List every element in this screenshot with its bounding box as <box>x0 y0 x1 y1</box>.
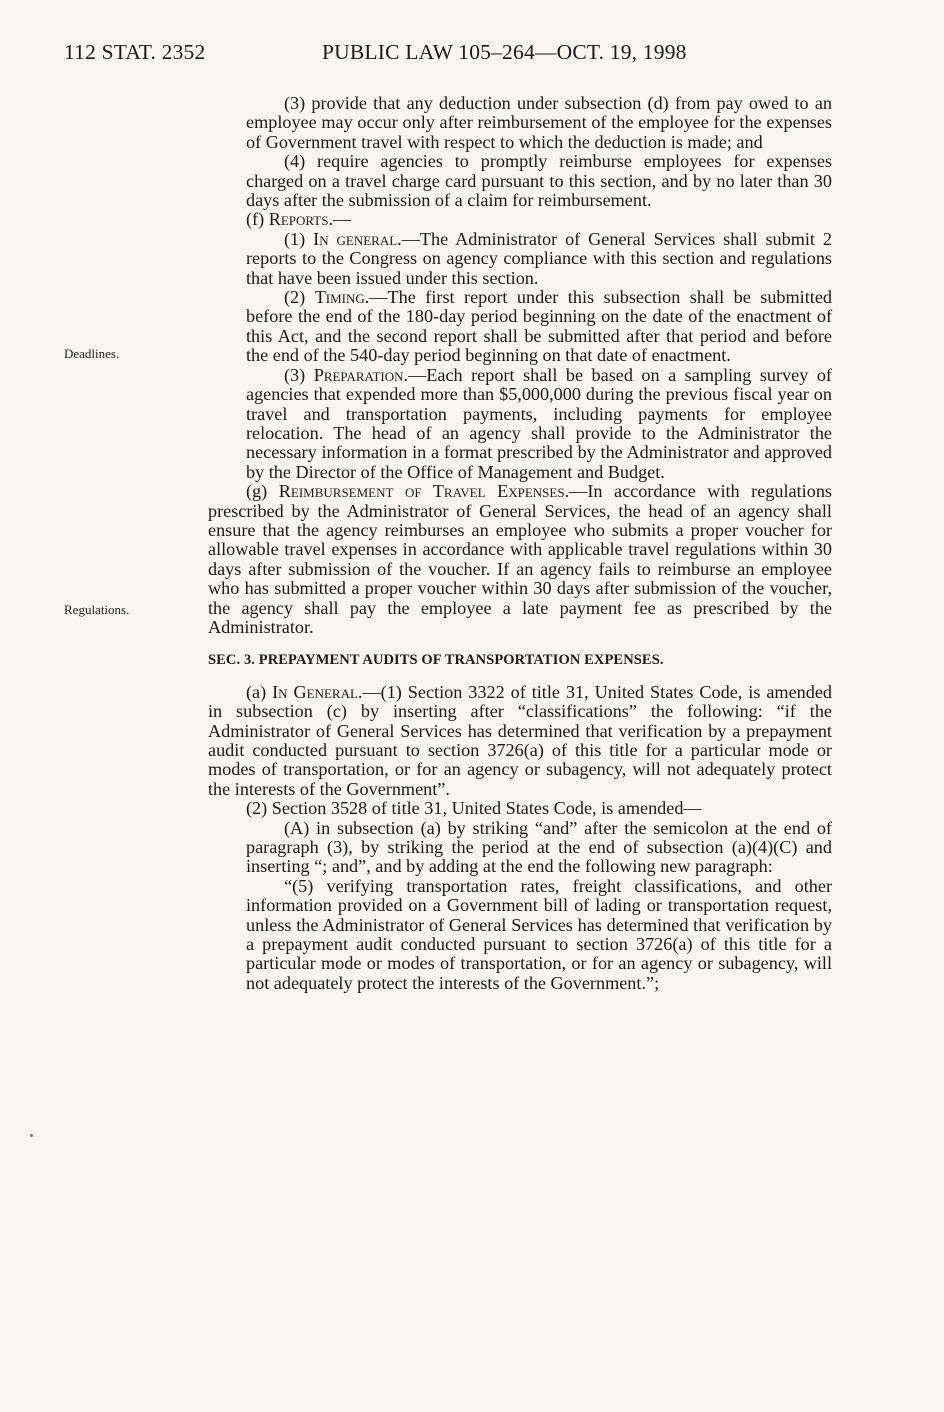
subsection-a: (a) In General.—(1) Section 3322 of title 31, United States Code, is amended in subsection (c) by inserting after “classifications” the following: “if the Administrator of General Services has determined that verification by a prepayment audit conducted pursuant to section 3726(a) of this title for a particular mode or modes of transportation, or for an agency or subagency, will not adequately protect the interests of the Government”. <box>208 681 832 799</box>
margin-note-regulations: Regulations. <box>64 602 130 617</box>
margin-note-deadlines: Deadlines. <box>64 346 120 361</box>
paragraph-f3: (3) Preparation.—Each report shall be based on a sampling survey of agencies that expended more than $5,000,000 during the previous fiscal year on travel and transportation payments, including payments for employee relocation. The head of an agency shall provide to the Administrator the necessary information in a format prescribed by the Administrator and approved by the Director of the Office of Management and Budget. <box>246 364 832 482</box>
body-text <box>208 94 832 993</box>
paragraph-a2: (2) Section 3528 of title 31, United States Code, is amended— <box>246 798 702 819</box>
public-law-title: PUBLIC LAW 105–264—OCT. 19, 1998 <box>322 40 687 64</box>
scan-speck <box>30 1134 33 1137</box>
statute-page-number: 112 STAT. 2352 <box>64 40 206 64</box>
paragraph-f2: (2) Timing.—The first report under this subsection shall be submitted before the end of the 180-day period beginning on the date of the enactment of this Act, and the second report shall be submitted after that period and before the end of the 540-day period beginning on that date of enactment. <box>246 287 832 366</box>
quoted-paragraph-5: “(5) verifying transportation rates, freight classifications, and other information provided on a Government bill of lading or transportation request, unless the Administrator of General Services has determined that verification by a prepayment audit conducted pursuant to section 3726(a) of this title for a particular mode or modes of transportation, or for an agency or subagency, will not adequately protect the interests of the Government.”; <box>246 875 832 993</box>
subsection-f-heading: (f) Reports.— <box>246 209 352 230</box>
subsection-g: (g) Reimbursement of Travel Expenses.—In accordance with regulations prescribed by the Administrator of General Services, the head of an agency shall ensure that the agency reimburses an employee who submits a proper voucher for allowable travel expenses in accordance with applicable travel regulations within 30 days after submission of the voucher. If an agency fails to reimburse an employee who has submitted a proper voucher within 30 days after submission of the voucher, the agency shall pay the employee a late payment fee as prescribed by the Administrator. <box>208 481 832 637</box>
paragraph-f1: (1) In general.—The Administrator of General Services shall submit 2 reports to the Congress on agency compliance with this section and regulations that have been issued under this section. <box>246 228 832 288</box>
paragraph-e4: (4) require agencies to promptly reimburse employees for expenses charged on a travel charge card pursuant to this section, and by no later than 30 days after the submission of a claim for reimbursement. <box>246 151 832 211</box>
section-3-heading: SEC. 3. PREPAYMENT AUDITS OF TRANSPORTATION EXPENSES. <box>208 652 664 669</box>
paragraph-e3: (3) provide that any deduction under subsection (d) from pay owed to an employee may occur only after reimbursement of the employee for the expenses of Government travel with respect to which the deduction is made; and <box>246 93 832 152</box>
subparagraph-aA: (A) in subsection (a) by striking “and” after the semicolon at the end of paragraph (3), by striking the period at the end of subsection (a)(4)(C) and inserting “; and”, and by adding at the end the following new paragraph: <box>246 817 832 877</box>
